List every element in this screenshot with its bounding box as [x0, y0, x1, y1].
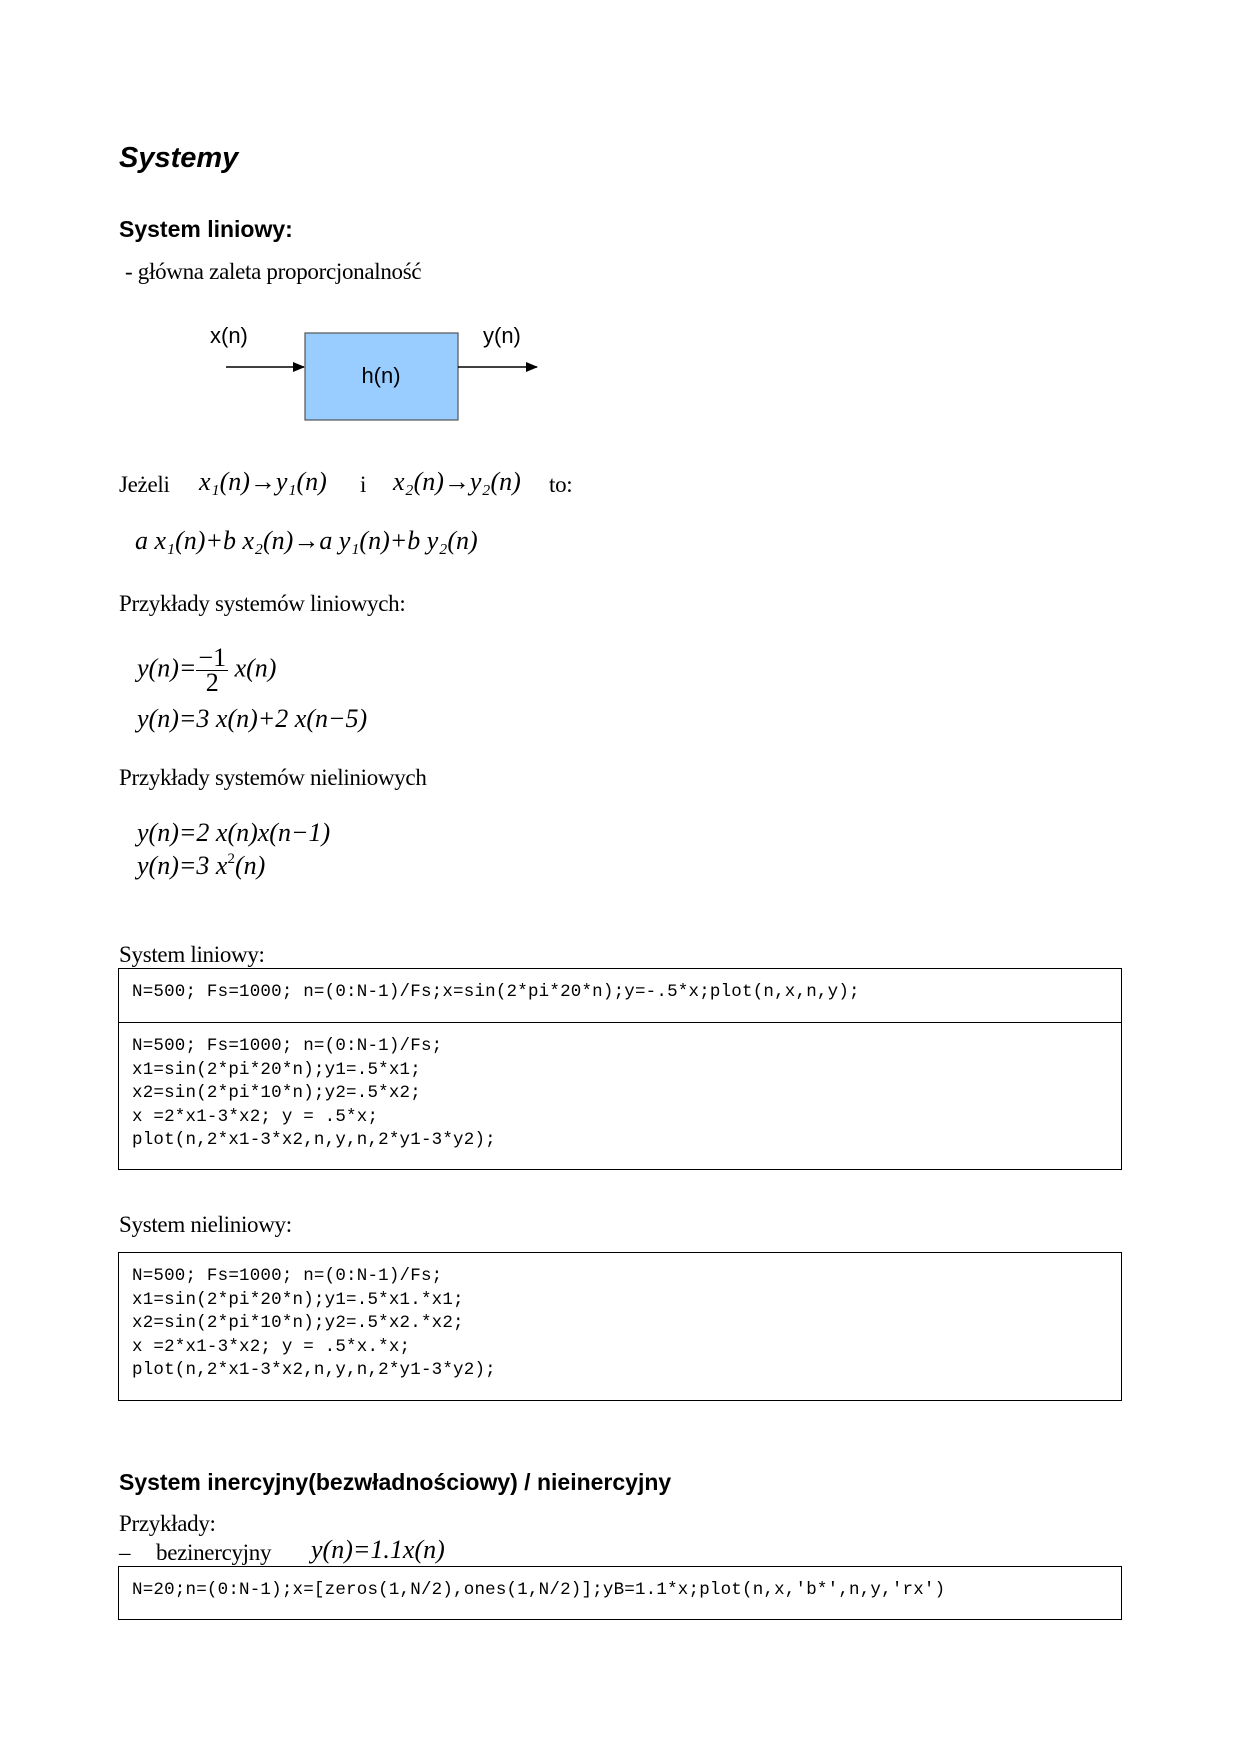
code-line: x =2*x1-3*x2; y = .5*x; — [132, 1106, 379, 1127]
nonlinear-example-2 — [137, 851, 265, 881]
linear-example-1-rhs: x(n) — [234, 653, 277, 683]
linear-code-table — [118, 968, 1122, 1170]
code-line: x1=sin(2*pi*20*n);y1=.5*x1.*x1; — [132, 1289, 464, 1310]
code-line: N=500; Fs=1000; n=(0:N-1)/Fs; — [132, 1266, 443, 1286]
if-word: Jeżeli — [119, 472, 170, 497]
inertial-item-equation: y(n)=1.1x(n) — [311, 1535, 445, 1564]
relation-1: x₁(n)→y₁(n) — [199, 467, 327, 496]
code-line: N=20;n=(0:N-1);x=[zeros(1,N/2),ones(1,N/2)];yB=1.1*x;plot(n,x,'b*',n,y,'rx') — [132, 1580, 946, 1600]
nonlinear-example-2-exponent: 2 — [227, 851, 235, 867]
then-word: to: — [549, 472, 573, 497]
linear-examples-label: Przykłady systemów liniowych: — [119, 591, 406, 616]
nonlinear-example-1: y(n)=2 x(n)x(n−1) — [137, 818, 331, 847]
fraction — [196, 643, 228, 697]
input-label: x(n) — [210, 323, 248, 348]
code-line: x2=sin(2*pi*10*n);y2=.5*x2; — [132, 1083, 421, 1103]
code-cell — [119, 1253, 1121, 1395]
and-word: i — [360, 472, 367, 497]
code-line: N=500; Fs=1000; n=(0:N-1)/Fs; — [132, 1036, 443, 1056]
nonlinear-code-table — [118, 1252, 1122, 1401]
linear-code-label: System liniowy: — [119, 942, 265, 967]
code-cell — [119, 1022, 1121, 1165]
linear-example-1-lhs: y(n)= — [137, 653, 197, 683]
nonlinear-example-2-arg: (n) — [234, 851, 266, 880]
code-line: x1=sin(2*pi*20*n);y1=.5*x1; — [132, 1059, 421, 1080]
fraction-numerator: −1 — [198, 643, 227, 672]
code-line: plot(n,2*x1-3*x2,n,y,n,2*y1-3*y2); — [132, 1130, 496, 1150]
nonlinear-code-label: System nieliniowy: — [119, 1212, 292, 1237]
output-label: y(n) — [483, 323, 521, 348]
nonlinear-examples-label: Przykłady systemów nieliniowych — [119, 765, 427, 790]
code-cell — [119, 969, 1121, 1022]
code-line: plot(n,2*x1-3*x2,n,y,n,2*y1-3*y2); — [132, 1360, 496, 1380]
inertial-examples-label: Przykłady: — [119, 1511, 216, 1536]
linear-bullet: - główna zaleta proporcjonalność — [125, 259, 422, 284]
page-title: Systemy — [119, 142, 239, 174]
nonlinear-example-2-base: y(n)=3 x — [137, 851, 228, 880]
block-diagram — [200, 320, 560, 430]
linear-example-1 — [137, 643, 277, 697]
code-line: x2=sin(2*pi*10*n);y2=.5*x2.*x2; — [132, 1313, 464, 1333]
section-heading-linear: System liniowy: — [119, 216, 293, 242]
code-line: x =2*x1-3*x2; y = .5*x.*x; — [132, 1336, 411, 1357]
superposition-equation: a x₁(n)+b x₂(n)→a y₁(n)+b y₂(n) — [135, 526, 478, 555]
section-heading-inertial: System inercyjny(bezwładnościowy) / nieinercyjny — [119, 1469, 672, 1495]
linear-example-2: y(n)=3 x(n)+2 x(n−5) — [137, 704, 368, 733]
code-line: N=500; Fs=1000; n=(0:N-1)/Fs;x=sin(2*pi*20*n);y=-.5*x;plot(n,x,n,y); — [132, 982, 860, 1002]
relation-2: x₂(n)→y₂(n) — [393, 467, 521, 496]
block-label: h(n) — [361, 363, 401, 388]
fraction-denominator: 2 — [205, 668, 219, 697]
inertial-code-table — [118, 1566, 1122, 1620]
list-dash: – — [119, 1540, 131, 1565]
code-cell — [119, 1567, 1121, 1615]
inertial-item-label: bezinercyjny — [156, 1540, 272, 1565]
